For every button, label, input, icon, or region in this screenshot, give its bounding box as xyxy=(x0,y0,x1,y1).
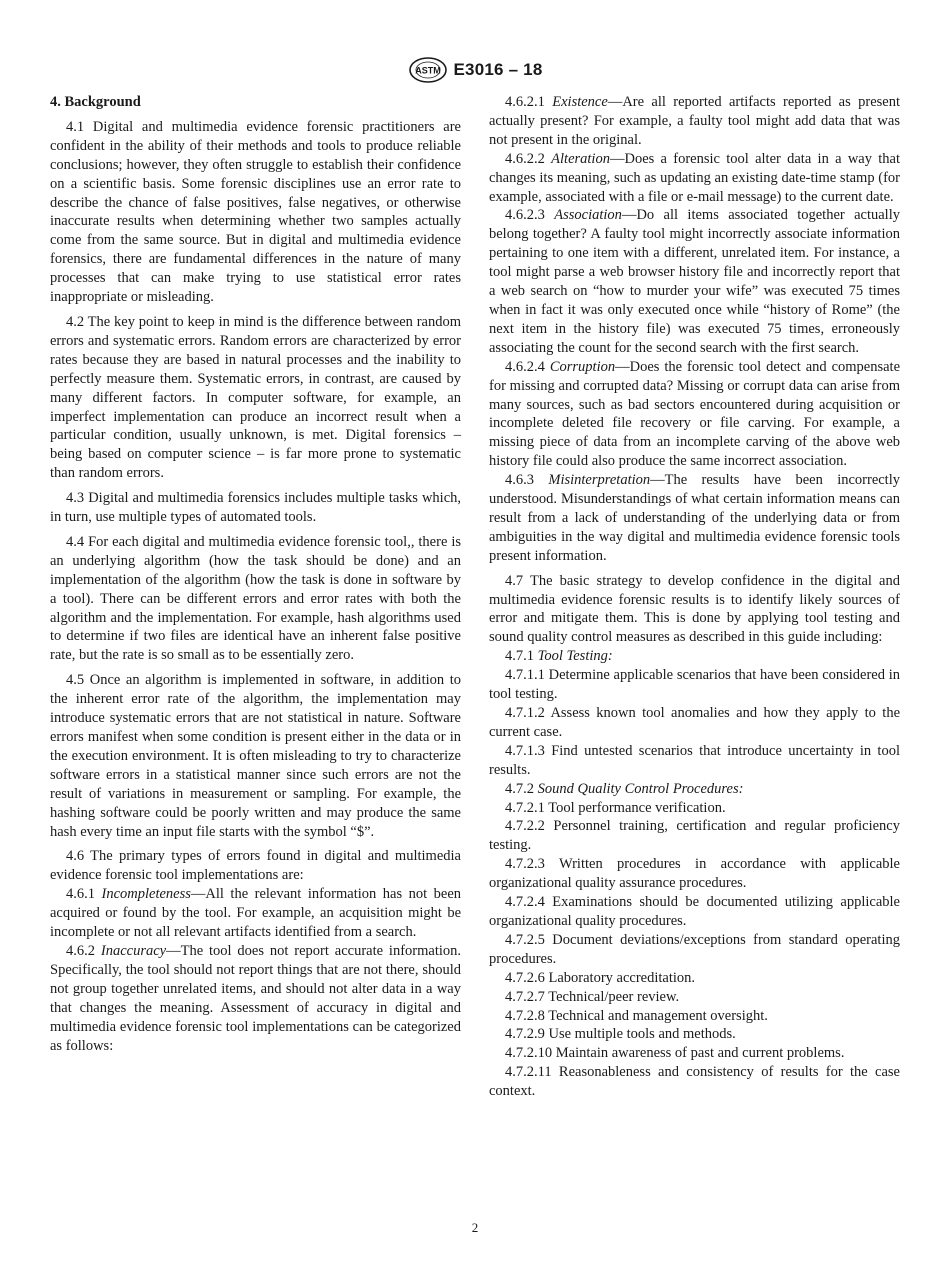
logo-text: ASTM xyxy=(414,65,441,76)
paragraph-4-6-1 xyxy=(50,885,461,942)
paragraph-number: 4.1 xyxy=(66,118,85,135)
paragraph-4-7-2-1 xyxy=(489,799,900,818)
paragraph-number: 4.6.3 xyxy=(505,472,534,489)
paragraph-number: 4.7.2.1 xyxy=(505,799,545,816)
paragraph-4-7-2-10 xyxy=(489,1044,900,1063)
paragraph-text: Technical and management oversight. xyxy=(548,1007,768,1024)
paragraph-text: The primary types of errors found in digital and multimedia evidence forensic tool implementations are: xyxy=(50,848,461,884)
paragraph-number: 4.6.2.3 xyxy=(505,207,545,224)
paragraph-text: For each digital and multimedia evidence forensic tool,, there is an underlying algorithm (how the task should be done) and an implementation of the algorithm (how the task is done in software by a tool). There can be different errors and error rates with both the algorithm and the implementation. For example, hash algorithms used to determine if two files are identical have an inherent false positive rate, but the rate is so small as to be essentially zero. xyxy=(50,533,461,664)
paragraph-number: 4.7.2.3 xyxy=(505,856,545,873)
paragraph-4-7-1 xyxy=(489,647,900,666)
paragraph-number: 4.6.2 xyxy=(66,942,95,959)
paragraph-term: Incompleteness xyxy=(101,886,191,903)
paragraph-4-6-2-3 xyxy=(489,206,900,357)
paragraph-number: 4.7.2.7 xyxy=(505,988,545,1005)
paragraph-term: Existence xyxy=(552,94,608,110)
paragraph-term: Inaccuracy xyxy=(100,942,167,959)
paragraph-text: Once an algorithm is implemented in software, in addition to the inherent error rate of the algorithm, the implementation may introduce systematic errors that are not statistical in nature. Software errors manifest when some condition is present either in the data or in the execution environment. It is often misleading to try to characterize software errors in a statistical manner since such errors are not the result of variations in measurement or sampling. For example, the hashing software could be poorly written and may produce the same hash every time an input file starts with the symbol “$”. xyxy=(50,672,461,840)
page-number: 2 xyxy=(471,1220,479,1235)
paragraph-number: 4.7.2.8 xyxy=(505,1007,545,1024)
paragraph-4-7-2-7 xyxy=(489,988,900,1007)
paragraph-text: Tool performance verification. xyxy=(548,799,726,816)
paragraph-text: —Do all items associated together actually belong together? A faulty tool might incorrectly associate information pertaining to one item with a different, unrelated item. For instance, a tool might parse a web browser history file and incorrectly report that a web search on “how to murder your wife” was executed 75 times when in fact it was only executed once while “history of Rome” (the next item in the history file) was executed 75 times, erroneously associating the count for the second search with the first search. xyxy=(489,207,900,356)
paragraph-text: —All the relevant information has not been acquired or found by the tool. For example, an acquisition might be incomplete or not all relevant artifacts identified from a search. xyxy=(50,886,461,941)
paragraph-text: Technical/peer review. xyxy=(548,988,680,1005)
paragraph-number: 4.7.1.2 xyxy=(505,705,545,721)
paragraph-text: Document deviations/exceptions from standard operating procedures. xyxy=(489,931,900,967)
paragraph-4-7-2-5 xyxy=(489,931,900,969)
left-column xyxy=(50,93,461,1055)
paragraph-number: 4.6.2.1 xyxy=(505,94,545,110)
paragraph-4-7-2-11 xyxy=(489,1063,900,1101)
paragraph-4-6 xyxy=(50,847,461,885)
paragraph-number: 4.7.2.10 xyxy=(505,1045,553,1062)
paragraph-4-7-2-4 xyxy=(489,893,900,931)
paragraph-number: 4.6.2.4 xyxy=(505,358,545,375)
paragraph-text: Digital and multimedia evidence forensic practitioners are confident in the ability of their methods and tools to produce reliable conclusions; however, they often struggle to establish their confidence on a scientific basis. Some forensic disciplines use an error rate to describe the chance of false positives, false negatives, or otherwise inaccurate results when determining whether two samples actually come from the same source. But in digital and multimedia evidence forensics, there are fundamental differences in the nature of many processes that can make trying to use statistical error rates inappropriate or misleading. xyxy=(50,118,461,306)
paragraph-number: 4.6.2.2 xyxy=(505,150,545,167)
paragraph-4-6-2-4 xyxy=(489,358,900,471)
paragraph-text: Determine applicable scenarios that have been considered in tool testing. xyxy=(489,667,901,703)
paragraph-4-7-2-8 xyxy=(489,1007,900,1026)
paragraph-number: 4.7.1.3 xyxy=(505,742,545,759)
right-column-body xyxy=(489,93,900,1101)
paragraph-4-2 xyxy=(50,313,461,483)
paragraph-4-6-2 xyxy=(50,942,461,1055)
paragraph-number: 4.7.1 xyxy=(505,648,534,665)
paragraph-4-7-1-3 xyxy=(489,742,900,780)
paragraph-text: —Are all reported artifacts reported as present actually present? For example, a faulty tool might add data that was not present in the original. xyxy=(489,94,900,148)
paragraph-text: The basic strategy to develop confidence in the digital and multimedia evidence forensic results is to identify likely sources of error and mitigate them. This is done by applying tool testing and sound quality control measures as described in this guide including: xyxy=(489,572,900,646)
paragraph-number: 4.7.2.11 xyxy=(505,1064,552,1081)
paragraph-number: 4.4 xyxy=(66,533,85,550)
left-column-body xyxy=(50,118,461,1056)
paragraph-number: 4.7 xyxy=(505,572,524,589)
paragraph-number: 4.7.2.9 xyxy=(505,1026,545,1043)
paragraph-4-7-2-3 xyxy=(489,855,900,893)
paragraph-text: Reasonableness and consistency of results for the case context. xyxy=(489,1064,900,1100)
paragraph-4-6-2-2 xyxy=(489,150,900,207)
paragraph-number: 4.5 xyxy=(66,672,85,689)
paragraph-4-1 xyxy=(50,118,461,307)
paragraph-text: Laboratory accreditation. xyxy=(548,969,696,986)
paragraph-number: 4.2 xyxy=(66,313,85,330)
paragraph-text: —Does a forensic tool alter data in a way that changes its meaning, such as updating an existing date-time stamp (for example, associated with a file or e-mail message) to the current date. xyxy=(489,150,901,205)
paragraph-number: 4.7.1.1 xyxy=(505,667,545,684)
paragraph-4-7-2 xyxy=(489,780,900,799)
paragraph-number: 4.7.2.2 xyxy=(505,818,545,835)
paragraph-number: 4.7.2.4 xyxy=(505,894,545,911)
paragraph-term: Misinterpretation xyxy=(548,472,651,489)
paragraph-number: 4.3 xyxy=(66,490,85,507)
paragraph-4-7-1-2 xyxy=(489,704,900,742)
paragraph-text: The key point to keep in mind is the difference between random errors and systematic errors. Random errors are characterized by error rates because they are based in natural processes and the inability to perfectly measure them. Systematic errors, in contrast, are caused by many different factors. In computer software, for example, an imperfect implementation can produce an incorrect result when a particular condition, usually unknown, is met. Digital forensics – being based on computer science – is far more prone to systematic than random errors. xyxy=(50,313,461,482)
paragraph-text: —The tool does not report accurate information. Specifically, the tool should not report things that are not there, should not group together unrelated items, and should not alter data in a way that changes the meaning. Assessment of accuracy in digital and multimedia evidence forensic tool implementations can be categorized as follows: xyxy=(50,942,462,1054)
paragraph-text: —Does the forensic tool detect and compensate for missing and corrupted data? Missing or corrupt data can arise from many sources, such as bad sectors encountered during acquisition or incomplete deleted file recovery or file carving. For example, a missing piece of data from an incomplete carving of the above web history file could also produce the same incorrect association. xyxy=(489,358,901,470)
paragraph-text: Personnel training, certification and regular proficiency testing. xyxy=(489,818,900,854)
paragraph-term: Corruption xyxy=(549,358,616,375)
paragraph-number: 4.7.2.5 xyxy=(505,931,545,948)
paragraph-number: 4.6 xyxy=(66,848,85,865)
paragraph-text: Assess known tool anomalies and how they apply to the current case. xyxy=(489,705,901,740)
right-column xyxy=(489,93,900,1101)
paragraph-text: —The results have been incorrectly understood. Misunderstandings of what certain information means can result from a lack of understanding of the underlying data or from ambiguities in the way digital and multimedia evidence forensic tools present information. xyxy=(489,472,900,564)
paragraph-4-6-3 xyxy=(489,471,900,566)
page-header xyxy=(0,56,950,84)
paragraph-4-7 xyxy=(489,572,900,648)
paragraph-4-6-2-1 xyxy=(489,93,900,150)
section-title: 4. Background xyxy=(50,94,141,110)
paragraph-4-5 xyxy=(50,671,461,841)
paragraph-text: Examinations should be documented utilizing applicable organizational quality procedures. xyxy=(489,894,900,929)
paragraph-text: Digital and multimedia forensics includes multiple tasks which, in turn, use multiple types of automated tools. xyxy=(50,490,461,526)
paragraph-4-4 xyxy=(50,533,461,665)
paragraph-4-7-2-9 xyxy=(489,1025,900,1044)
paragraph-text: Written procedures in accordance with applicable organizational quality assurance procedures. xyxy=(489,856,900,892)
paragraph-4-7-2-2 xyxy=(489,817,900,855)
paragraph-4-7-2-6 xyxy=(489,969,900,988)
paragraph-4-3 xyxy=(50,489,461,527)
paragraph-4-7-1-1 xyxy=(489,666,900,704)
paragraph-number: 4.6.1 xyxy=(66,886,95,903)
paragraph-term: Association xyxy=(554,207,622,224)
paragraph-text: Maintain awareness of past and current problems. xyxy=(555,1045,845,1062)
astm-logo xyxy=(408,57,448,83)
document-id: E3016 – 18 xyxy=(453,60,543,79)
paragraph-term: Tool Testing: xyxy=(537,648,613,665)
paragraph-number: 4.7.2 xyxy=(505,780,534,797)
paragraph-term: Alteration xyxy=(551,150,610,167)
paragraph-term: Sound Quality Control Procedures: xyxy=(537,780,744,797)
paragraph-number: 4.7.2.6 xyxy=(505,969,545,986)
paragraph-text: Use multiple tools and methods. xyxy=(548,1026,736,1043)
paragraph-text: Find untested scenarios that introduce uncertainty in tool results. xyxy=(489,742,900,778)
